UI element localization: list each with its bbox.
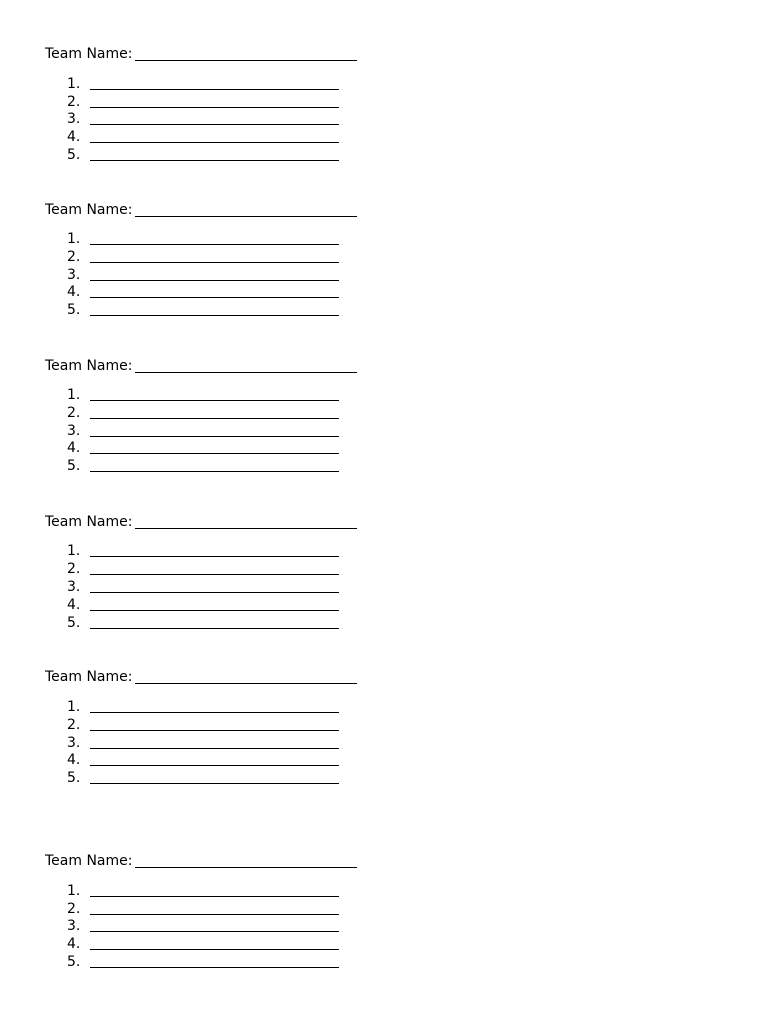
member-name-blank[interactable] — [90, 592, 339, 593]
member-row — [45, 75, 375, 93]
team-name-blank[interactable] — [135, 867, 357, 868]
member-number: 4. — [67, 752, 81, 768]
member-row — [45, 716, 375, 734]
member-name-blank[interactable] — [90, 400, 339, 401]
member-name-blank[interactable] — [90, 418, 339, 419]
member-row — [45, 935, 375, 953]
member-row — [45, 439, 375, 457]
member-name-blank[interactable] — [90, 783, 339, 784]
member-row — [45, 422, 375, 440]
member-row — [45, 301, 375, 319]
member-number: 4. — [67, 129, 81, 145]
member-row — [45, 614, 375, 632]
team-name-blank[interactable] — [135, 216, 357, 217]
team-name-row — [45, 357, 375, 377]
member-number: 3. — [67, 267, 81, 283]
member-name-blank[interactable] — [90, 748, 339, 749]
member-row — [45, 93, 375, 111]
member-number: 3. — [67, 735, 81, 751]
team-name-row — [45, 45, 375, 65]
member-number: 3. — [67, 918, 81, 934]
member-row — [45, 386, 375, 404]
member-name-blank[interactable] — [90, 142, 339, 143]
member-name-blank[interactable] — [90, 315, 339, 316]
member-row — [45, 230, 375, 248]
member-row — [45, 769, 375, 787]
member-number: 1. — [67, 387, 81, 403]
member-row — [45, 882, 375, 900]
member-name-blank[interactable] — [90, 280, 339, 281]
member-number: 2. — [67, 94, 81, 110]
member-name-blank[interactable] — [90, 556, 339, 557]
member-number: 3. — [67, 423, 81, 439]
member-name-blank[interactable] — [90, 628, 339, 629]
member-row — [45, 283, 375, 301]
member-name-blank[interactable] — [90, 471, 339, 472]
member-row — [45, 560, 375, 578]
member-name-blank[interactable] — [90, 107, 339, 108]
member-number: 4. — [67, 440, 81, 456]
member-name-blank[interactable] — [90, 914, 339, 915]
member-row — [45, 146, 375, 164]
member-number: 1. — [67, 543, 81, 559]
member-name-blank[interactable] — [90, 765, 339, 766]
member-number: 5. — [67, 147, 81, 163]
member-number: 5. — [67, 770, 81, 786]
member-name-blank[interactable] — [90, 712, 339, 713]
member-number: 2. — [67, 901, 81, 917]
member-name-blank[interactable] — [90, 610, 339, 611]
member-name-blank[interactable] — [90, 124, 339, 125]
member-number: 1. — [67, 699, 81, 715]
member-row — [45, 578, 375, 596]
team-name-label: Team Name: — [45, 46, 133, 62]
member-name-blank[interactable] — [90, 967, 339, 968]
member-name-blank[interactable] — [90, 297, 339, 298]
team-name-row — [45, 668, 375, 688]
team-name-label: Team Name: — [45, 514, 133, 530]
member-number: 3. — [67, 579, 81, 595]
member-number: 2. — [67, 249, 81, 265]
member-number: 2. — [67, 405, 81, 421]
member-number: 1. — [67, 231, 81, 247]
member-number: 4. — [67, 936, 81, 952]
member-row — [45, 751, 375, 769]
member-row — [45, 734, 375, 752]
member-name-blank[interactable] — [90, 931, 339, 932]
member-number: 5. — [67, 615, 81, 631]
member-row — [45, 596, 375, 614]
member-row — [45, 900, 375, 918]
member-row — [45, 917, 375, 935]
member-name-blank[interactable] — [90, 262, 339, 263]
member-number: 4. — [67, 597, 81, 613]
team-name-label: Team Name: — [45, 669, 133, 685]
member-number: 1. — [67, 76, 81, 92]
member-number: 5. — [67, 458, 81, 474]
team-name-blank[interactable] — [135, 683, 357, 684]
member-name-blank[interactable] — [90, 89, 339, 90]
member-row — [45, 698, 375, 716]
member-row — [45, 542, 375, 560]
member-name-blank[interactable] — [90, 160, 339, 161]
member-row — [45, 266, 375, 284]
member-number: 5. — [67, 302, 81, 318]
member-number: 1. — [67, 883, 81, 899]
team-name-blank[interactable] — [135, 372, 357, 373]
member-row — [45, 248, 375, 266]
member-name-blank[interactable] — [90, 436, 339, 437]
team-name-blank[interactable] — [135, 528, 357, 529]
member-name-blank[interactable] — [90, 896, 339, 897]
team-name-row — [45, 852, 375, 872]
team-name-label: Team Name: — [45, 358, 133, 374]
team-name-label: Team Name: — [45, 202, 133, 218]
member-name-blank[interactable] — [90, 244, 339, 245]
member-name-blank[interactable] — [90, 949, 339, 950]
member-row — [45, 128, 375, 146]
team-name-label: Team Name: — [45, 853, 133, 869]
member-row — [45, 457, 375, 475]
member-number: 2. — [67, 717, 81, 733]
member-row — [45, 110, 375, 128]
team-name-row — [45, 201, 375, 221]
member-row — [45, 953, 375, 971]
member-name-blank[interactable] — [90, 730, 339, 731]
team-name-blank[interactable] — [135, 60, 357, 61]
member-number: 3. — [67, 111, 81, 127]
member-name-blank[interactable] — [90, 574, 339, 575]
member-name-blank[interactable] — [90, 453, 339, 454]
team-name-row — [45, 513, 375, 533]
member-number: 2. — [67, 561, 81, 577]
member-number: 4. — [67, 284, 81, 300]
member-row — [45, 404, 375, 422]
member-number: 5. — [67, 954, 81, 970]
